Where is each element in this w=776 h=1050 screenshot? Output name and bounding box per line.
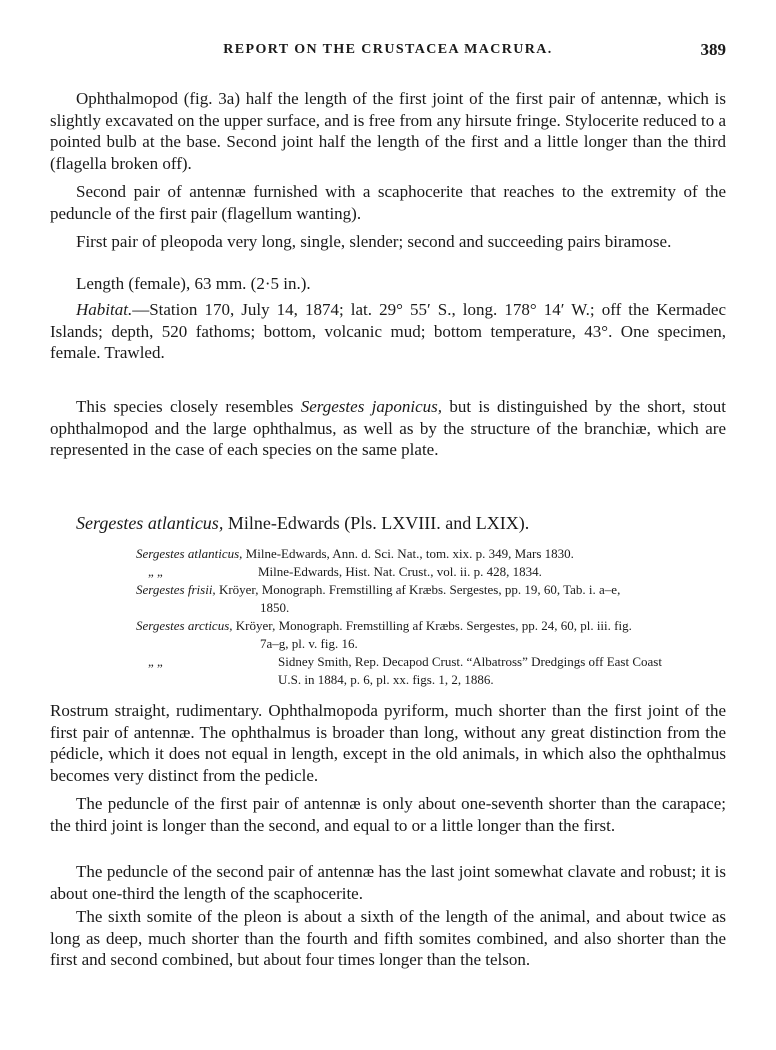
paragraph-first-antennae-peduncle: The peduncle of the first pair of antennæ is only about one-seventh shorter than the carapace; the third joint is longer than the second, and equal to or a little longer than the first. bbox=[50, 794, 726, 835]
synonym-name: Sergestes arcticus, bbox=[136, 618, 233, 633]
species-heading-rest: Milne-Edwards (Pls. LXVIII. and LXIX). bbox=[223, 513, 530, 533]
paragraph-ophthalmopod: Ophthalmopod (fig. 3a) half the length of the first joint of the first pair of antennæ, which is slightly excavated on the upper surface, and is free from any hirsute fringe. Stylocerite reduced to a pointed bulb at the base. Second joint half the length of the first and a little longer than the third (flagella broken off). bbox=[50, 89, 726, 173]
paragraph-sixth-somite: The sixth somite of the pleon is about a sixth of the length of the animal, and about twice as long as deep, much shorter than the fourth and fifth somites combined, and also shorter than the first and second combined, but about four times longer than the telson. bbox=[50, 907, 726, 969]
synonym-name: Sergestes atlanticus, bbox=[136, 546, 243, 561]
synonym-citation: Sidney Smith, Rep. Decapod Crust. “Albatross” Dredgings off East Coast bbox=[278, 654, 662, 669]
habitat-dash: — bbox=[132, 300, 150, 319]
synonym-name: Sergestes frisii, bbox=[136, 582, 216, 597]
synonym-citation-continued: U.S. in 1884, p. 6, pl. xx. figs. 1, 2, 1886. bbox=[278, 671, 494, 687]
paragraph-second-antennae: Second pair of antennæ furnished with a scaphocerite that reaches to the extremity of the peduncle of the first pair (flagellum wanting). bbox=[50, 182, 726, 223]
synonym-citation-continued: 1850. bbox=[260, 599, 290, 615]
paragraph-pleopoda: First pair of pleopoda very long, single, slender; second and succeeding pairs biramose. bbox=[76, 232, 672, 251]
synonym-citation-continued: 7a–g, pl. v. fig. 16. bbox=[260, 635, 358, 651]
ditto-marks: „ „ bbox=[148, 564, 163, 579]
ditto-marks: „ „ bbox=[148, 654, 163, 669]
paragraph-comparison bbox=[50, 396, 726, 461]
description-rostrum: Rostrum straight, rudimentary. Ophthalmopoda pyriform, much shorter than the first joint of the first pair of antennæ. The ophthalmus is broader than long, without any great distinction from the pédicle, which it does not equal in length, except in the old animals, in which also the ophthalmus becomes very distinct from the pedicle. bbox=[50, 701, 726, 785]
running-title: REPORT ON THE CRUSTACEA MACRURA. bbox=[223, 42, 553, 57]
synonym-citation: Milne-Edwards, Ann. d. Sci. Nat., tom. xix. p. 349, Mars 1830. bbox=[242, 546, 574, 561]
paragraph-rostrum bbox=[50, 700, 726, 786]
synonymy-entry bbox=[136, 581, 726, 616]
synonymy-entry bbox=[136, 563, 726, 581]
habitat-label: Habitat. bbox=[76, 300, 133, 319]
synonym-citation: Milne-Edwards, Hist. Nat. Crust., vol. ii. p. 428, 1834. bbox=[258, 564, 542, 579]
comparison-lead: This species closely resembles bbox=[76, 397, 294, 416]
synonym-citation: Kröyer, Monograph. Fremstilling af Kræbs. Sergestes, pp. 24, 60, pl. iii. fig. bbox=[232, 618, 632, 633]
page-number: 389 bbox=[700, 40, 726, 59]
synonymy-entry bbox=[136, 653, 726, 688]
page-header bbox=[50, 42, 726, 64]
habitat-text: Station 170, July 14, 1874; lat. 29° 55′ S., long. 178° 14′ W.; off the Kermadec Islands; depth, 520 fathoms; bottom, volcanic mud; bottom temperature, 43°. One specimen, female. Trawled. bbox=[50, 300, 726, 362]
species-heading-name: Sergestes atlanticus, bbox=[76, 513, 224, 533]
compared-species: Sergestes japonicus, bbox=[300, 397, 442, 416]
paragraph-habitat bbox=[50, 299, 726, 364]
synonym-citation: Kröyer, Monograph. Fremstilling af Kræbs. Sergestes, pp. 19, 60, Tab. i. a–e, bbox=[215, 582, 621, 597]
species-heading bbox=[76, 512, 726, 534]
synonymy-entry bbox=[136, 545, 726, 563]
paragraph-second-antennae-peduncle: The peduncle of the second pair of antennæ has the last joint somewhat clavate and robust; it is about one-third the length of the scaphocerite. bbox=[50, 862, 726, 903]
comparison-text: but is distinguished by the short, stout ophthalmopod and the large ophthalmus, as well as by the structure of the branchiæ, which are represented in the case of each species on the same plate. bbox=[50, 397, 727, 459]
paragraph-length: Length (female), 63 mm. (2·5 in.). bbox=[76, 274, 311, 293]
synonymy-entry bbox=[136, 617, 726, 652]
